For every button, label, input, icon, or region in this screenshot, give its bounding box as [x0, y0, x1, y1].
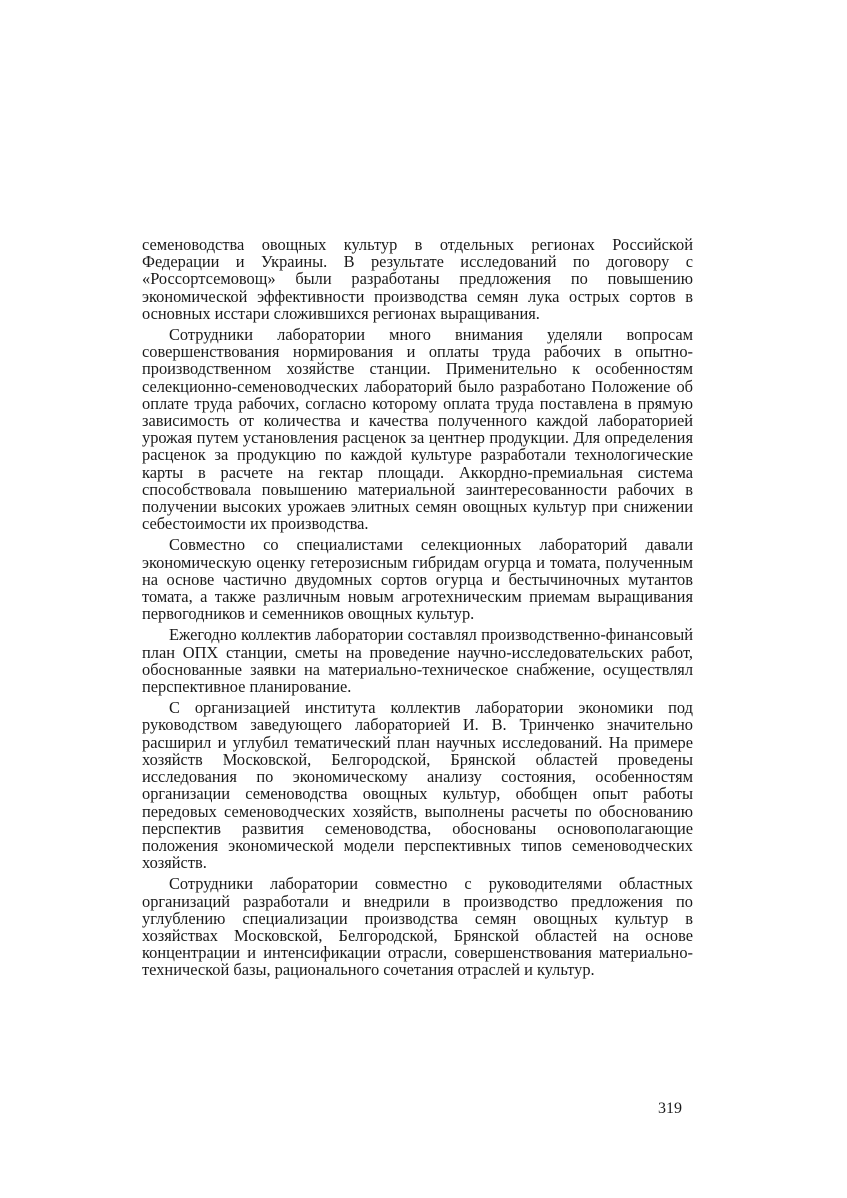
- paragraph-3: Совместно со специалистами селекционных лабораторий давали экономическую оценку гетерозисным гибридам огурца и томата, полученным на основе частично двудомных сортов огурца и бестычиночных мутантов томата, а также различным новым агротехническим приемам выращивания первогодников и семенников овощных культур.: [142, 535, 693, 624]
- paragraph-6: Сотрудники лаборатории совместно с руководителями областных организаций разработали и внедрили в производство предложения по углублению специализации производства семян овощных культур в хозяйствах Московской, Белгородской, Брянской областей на основе концентрации и интенсификации отрасли, совершенствования материально-технической базы, рационального сочетания отраслей и культур.: [142, 874, 693, 980]
- paragraph-1: семеноводства овощных культур в отдельных регионах Российской Федерации и Украины. В результате исследований по договору с «Россортсемовощ» были разработаны предложения по повышению экономической эффективности производства семян лука острых сортов в основных исстари сложившихся регионах выращивания.: [142, 235, 693, 323]
- paragraph-4: Ежегодно коллектив лаборатории составлял производственно-финансовый план ОПХ станции, сметы на проведение научно-исследовательских работ, обоснованные заявки на материально-техническое снабжение, осуществлял перспективное планирование.: [142, 625, 693, 697]
- paragraph-5: С организацией института коллектив лаборатории экономики под руководством заведующего лабораторией И. В. Тринченко значительно расширил и углубил тематический план научных исследований. На примере хозяйств Московской, Белгородской, Брянской областей проведены исследования по экономическому анализу состояния, особенностям организации семеноводства овощных культур, обобщен опыт работы передовых семеноводческих хозяйств, выполнены расчеты по обоснованию перспектив развития семеноводства, обоснованы основополагающие положения экономической модели перспективных типов семеноводческих хозяйств.: [142, 698, 693, 873]
- paragraph-2: Сотрудники лаборатории много внимания уделяли вопросам совершенствования нормирования и оплаты труда рабочих в опытно-производственном хозяйстве станции. Применительно к особенностям селекционно-семеноводческих лабораторий было разработано Положение об оплате труда рабочих, согласно которому оплата труда поставлена в прямую зависимость от количества и качества полученного каждой лабораторией урожая путем установления расценок за центнер продукции. Для определения расценок за продукцию по каждой культуре разработали технологические карты в расчете на гектар площади. Аккордно-премиальная система способствовала повышению материальной заинтересованности рабочих в получении высоких урожаев элитных семян овощных культур при снижении себестоимости их производства.: [142, 325, 693, 534]
- body-text: [142, 236, 693, 979]
- page-number: 319: [658, 1100, 682, 1117]
